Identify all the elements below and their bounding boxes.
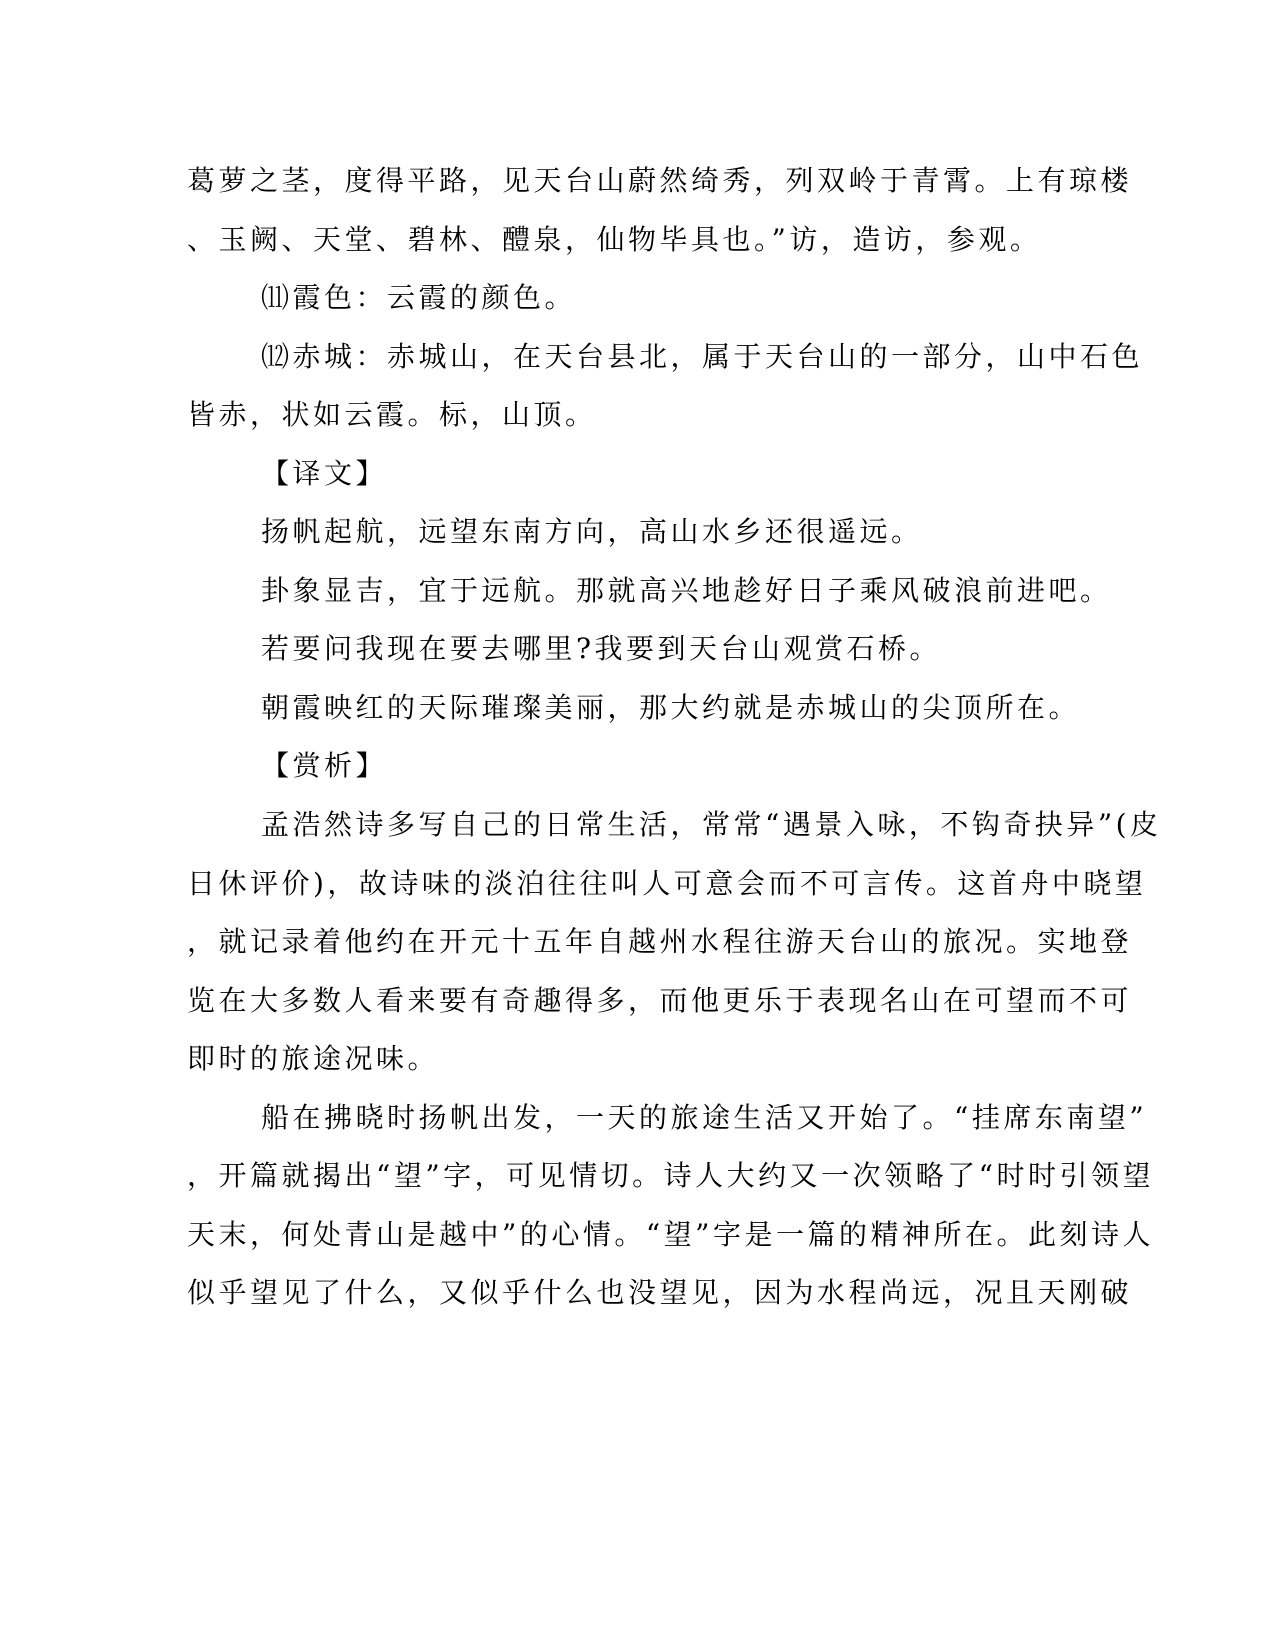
paragraph-line: 即时的旅途况味。 [187,1042,440,1075]
paragraph-line: ，就记录着他约在开元十五年自越州水程往游天台山的旅况。实地登 [187,925,1133,958]
translation-line: 扬帆起航，远望东南方向，高山水乡还很遥远。 [261,515,923,548]
section-heading-translation: 【译文】 [261,457,388,490]
text-line: 葛萝之茎，度得平路，见天台山蔚然绮秀，列双岭于青霄。上有琼楼 [187,164,1133,197]
paragraph-line: 天末，何处青山是越中”的心情。“望”字是一篇的精神所在。此刻诗人 [187,1218,1154,1251]
text-line: 、玉阙、天堂、碧林、醴泉，仙物毕具也。”访，造访，参观。 [187,223,1042,256]
paragraph-line: 日休评价)，故诗味的淡泊往往叫人可意会而不可言传。这首舟中晓望 [187,867,1147,900]
paragraph-line: ，开篇就揭出“望”字，可见情切。诗人大约又一次领略了“时时引领望 [187,1159,1154,1192]
note-11: ⑾霞色：云霞的颜色。 [261,281,577,314]
paragraph-line: 船在拂晓时扬帆出发，一天的旅途生活又开始了。“挂席东南望” [261,1101,1148,1134]
paragraph-line: 似乎望见了什么，又似乎什么也没望见，因为水程尚远，况且天刚破 [187,1276,1133,1309]
paragraph-line: 览在大多数人看来要有奇趣得多，而他更乐于表现名山在可望而不可 [187,984,1133,1017]
translation-line: 朝霞映红的天际璀璨美丽，那大约就是赤城山的尖顶所在。 [261,691,1081,724]
paragraph-line: 孟浩然诗多写自己的日常生活，常常“遇景入咏，不钩奇抉异”(皮 [261,808,1162,841]
text-line: 皆赤，状如云霞。标，山顶。 [187,398,597,431]
translation-line: 卦象显吉，宜于远航。那就高兴地趁好日子乘风破浪前进吧。 [261,574,1112,607]
section-heading-appreciation: 【赏析】 [261,749,388,782]
note-12: ⑿赤城：赤城山，在天台县北，属于天台山的一部分，山中石色 [261,340,1144,373]
translation-line: 若要问我现在要去哪里?我要到天台山观赏石桥。 [261,632,942,665]
